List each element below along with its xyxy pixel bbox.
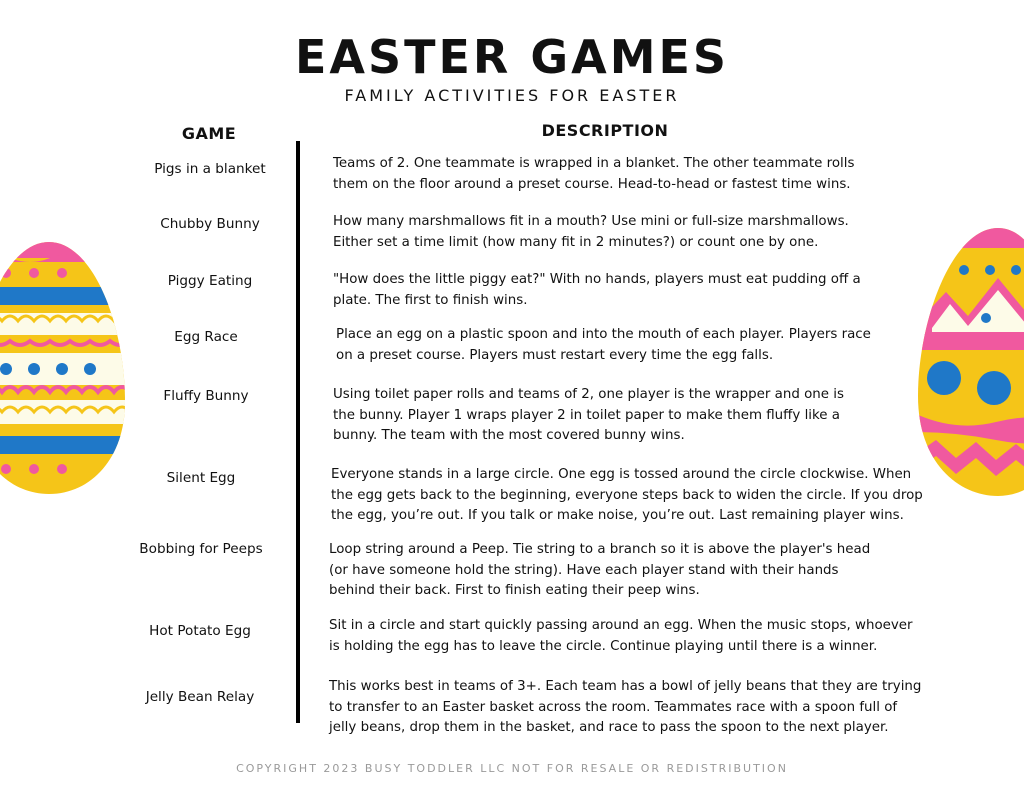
game-description: This works best in teams of 3+. Each team has a bowl of jelly beans that they are trying to transfer to an Easter basket across the room. Teammates race with a spoon full of jelly beans, drop them in the basket, and race to pass the spoon to the next player. (329, 679, 922, 736)
game-name: Egg Race (174, 329, 238, 345)
game-name: Silent Egg (166, 470, 236, 486)
game-name: Pigs in a blanket (154, 161, 266, 177)
column-divider (296, 141, 300, 723)
game-name: Bobbing for Peeps (139, 541, 263, 557)
game-description: Using toilet paper rolls and teams of 2, one player is the wrapper and one is the bunny. Player 1 wraps player 2 in toilet paper to make them fluffy like a bunny. The team with the most covered bunny wins. (333, 387, 844, 444)
easter-egg-right (916, 226, 1024, 498)
game-description: How many marshmallows fit in a mouth? Use mini or full-size marshmallows. Either set a time limit (how many fit in 2 minutes?) or count one by one. (333, 214, 849, 250)
game-description: Place an egg on a plastic spoon and into the mouth of each player. Players race on a preset course. Players must restart every time the egg falls. (336, 327, 871, 363)
page-title: EASTER GAMES (294, 30, 730, 84)
game-description: Loop string around a Peep. Tie string to a branch so it is above the player's head (or have someone hold the string). Have each player stand with their hands behind their back. First to finish eating their peep wins. (329, 542, 871, 599)
page-subtitle: FAMILY ACTIVITIES FOR EASTER (344, 86, 680, 105)
game-name: Fluffy Bunny (163, 388, 249, 404)
column-header-description: DESCRIPTION (541, 121, 669, 140)
game-description: Teams of 2. One teammate is wrapped in a blanket. The other teammate rolls them on the floor around a preset course. Head-to-head or fastest time wins. (333, 156, 855, 192)
copyright-footer: COPYRIGHT 2023 BUSY TODDLER LLC NOT FOR RESALE OR REDISTRIBUTION (236, 762, 788, 775)
column-header-game: GAME (181, 124, 237, 143)
game-name: Chubby Bunny (160, 216, 260, 232)
game-description: Everyone stands in a large circle. One egg is tossed around the circle clockwise. When the egg gets back to the beginning, everyone steps back to widen the circle. If you drop the egg, you’re out. If you talk or make noise, you’re out. Last remaining player wins. (331, 467, 923, 524)
game-description: Sit in a circle and start quickly passing around an egg. When the music stops, whoever is holding the egg has to leave the circle. Continue playing until there is a winner. (329, 618, 913, 654)
game-description: "How does the little piggy eat?" With no hands, players must eat pudding off a plate. The first to finish wins. (333, 272, 861, 308)
game-name: Jelly Bean Relay (145, 689, 255, 705)
easter-egg-left (0, 240, 128, 496)
game-name: Hot Potato Egg (149, 623, 251, 639)
game-name: Piggy Eating (167, 273, 253, 289)
